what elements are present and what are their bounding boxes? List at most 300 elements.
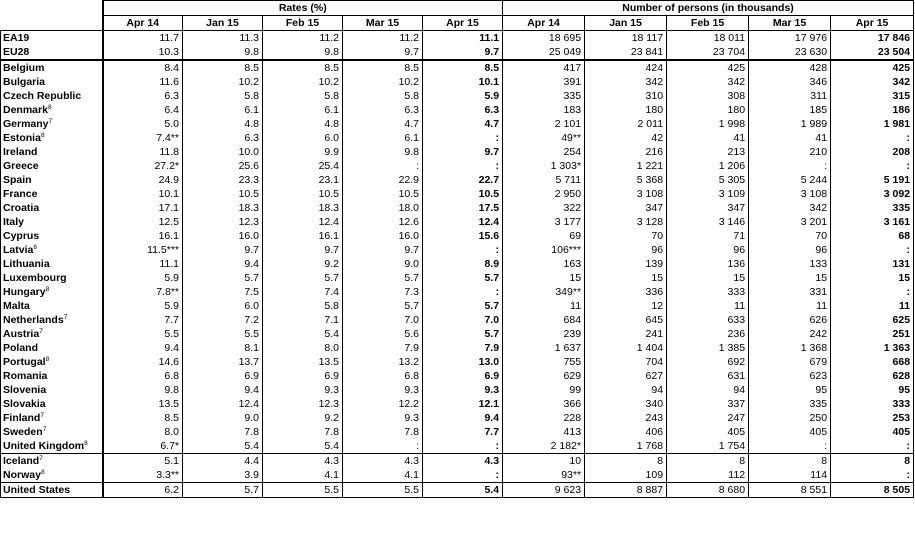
rate-col-header: Feb 15 <box>263 16 343 31</box>
rate-cell: 16.0 <box>343 229 423 243</box>
persons-cell: 8 551 <box>749 483 831 498</box>
persons-cell: : <box>831 159 914 173</box>
persons-cell: 1 363 <box>831 341 914 355</box>
persons-cell: 208 <box>831 145 914 159</box>
persons-cell: 425 <box>831 60 914 75</box>
row-label-text: Austria <box>3 328 40 340</box>
persons-cell: : <box>831 243 914 257</box>
persons-cell: 41 <box>667 131 749 145</box>
row-label <box>1 131 103 145</box>
persons-cell: 8 505 <box>831 483 914 498</box>
rate-cell: 6.3 <box>183 131 263 145</box>
row-label <box>1 454 103 469</box>
persons-cell: 250 <box>749 411 831 425</box>
rate-cell: 7.8 <box>343 425 423 439</box>
persons-cell: : <box>831 468 914 483</box>
persons-cell: 1 637 <box>503 341 585 355</box>
rate-cell: 7.7 <box>423 425 503 439</box>
footnote-marker: 6 <box>33 244 37 251</box>
table-row <box>1 313 914 327</box>
rate-cell: 22.7 <box>423 173 503 187</box>
table-row <box>1 215 914 229</box>
rate-cell: 18.3 <box>263 201 343 215</box>
persons-cell: : <box>831 439 914 454</box>
rate-cell: 6.8 <box>103 369 183 383</box>
persons-cell: 96 <box>749 243 831 257</box>
persons-cell: 136 <box>667 257 749 271</box>
rate-cell: 9.7 <box>343 243 423 257</box>
row-label-text: Italy <box>3 216 25 228</box>
row-label-text: Bulgaria <box>3 76 46 88</box>
row-label <box>1 271 103 285</box>
persons-cell: 5 368 <box>585 173 667 187</box>
persons-cell: 96 <box>585 243 667 257</box>
rate-cell: 6.1 <box>343 131 423 145</box>
persons-cell: 331 <box>749 285 831 299</box>
table-row <box>1 103 914 117</box>
row-label-text: Germany <box>3 118 49 130</box>
rate-cell: 6.9 <box>423 369 503 383</box>
persons-cell: 322 <box>503 201 585 215</box>
persons-cell: 112 <box>667 468 749 483</box>
row-label <box>1 383 103 397</box>
persons-cell: 69 <box>503 229 585 243</box>
persons-cell: 11 <box>831 299 914 313</box>
rate-cell: 7.9 <box>343 341 423 355</box>
rate-cell: 5.8 <box>343 89 423 103</box>
persons-cell: 15 <box>585 271 667 285</box>
persons-cell: : <box>831 285 914 299</box>
rate-cell: 16.1 <box>103 229 183 243</box>
persons-cell: 236 <box>667 327 749 341</box>
rate-cell: 12.3 <box>263 397 343 411</box>
row-label-text: Malta <box>3 300 30 312</box>
persons-cell: 241 <box>585 327 667 341</box>
rate-cell: 4.7 <box>343 117 423 131</box>
row-label-text: Croatia <box>3 202 40 214</box>
rate-cell: 10.0 <box>183 145 263 159</box>
rate-cell: 8.5 <box>343 60 423 75</box>
persons-cell: 3 109 <box>667 187 749 201</box>
table-row <box>1 425 914 439</box>
row-label-text: Latvia <box>3 244 34 256</box>
row-label <box>1 411 103 425</box>
persons-cell: 18 117 <box>585 31 667 46</box>
row-label <box>1 75 103 89</box>
row-label <box>1 425 103 439</box>
persons-cell: 3 177 <box>503 215 585 229</box>
rate-cell: 4.3 <box>343 454 423 469</box>
persons-cell: 95 <box>831 383 914 397</box>
persons-cell: 23 841 <box>585 45 667 60</box>
footnote-marker: 8 <box>40 469 45 476</box>
table-row <box>1 117 914 131</box>
rate-cell: 9.8 <box>343 145 423 159</box>
rate-cell: 9.3 <box>343 411 423 425</box>
rates-group-header: Rates (%) <box>103 1 503 16</box>
footnote-marker: 8 <box>45 356 50 363</box>
persons-cell: 1 998 <box>667 117 749 131</box>
rate-cell: 11.6 <box>103 75 183 89</box>
table-row <box>1 369 914 383</box>
persons-cell: 417 <box>503 60 585 75</box>
persons-col-header: Apr 14 <box>503 16 585 31</box>
rate-cell: 10.5 <box>423 187 503 201</box>
persons-cell: 391 <box>503 75 585 89</box>
rate-cell: 14.6 <box>103 355 183 369</box>
rate-cell: 7.8** <box>103 285 183 299</box>
row-label <box>1 31 103 46</box>
rate-cell: 5.7 <box>343 299 423 313</box>
row-label <box>1 201 103 215</box>
persons-cell: 131 <box>831 257 914 271</box>
rate-col-header: Apr 14 <box>103 16 183 31</box>
row-label-text: Cyprus <box>3 230 40 242</box>
rate-cell: 9.8 <box>103 383 183 397</box>
persons-cell: 1 206 <box>667 159 749 173</box>
persons-cell: 23 704 <box>667 45 749 60</box>
persons-cell: 1 981 <box>831 117 914 131</box>
row-label <box>1 285 103 299</box>
row-label-text: Finland <box>3 412 41 424</box>
persons-cell: 8 <box>667 454 749 469</box>
rate-cell: 7.2 <box>183 313 263 327</box>
persons-cell: 425 <box>667 60 749 75</box>
persons-cell: 333 <box>831 397 914 411</box>
table-row <box>1 159 914 173</box>
rate-cell: 10.2 <box>343 75 423 89</box>
persons-cell: 424 <box>585 60 667 75</box>
row-label <box>1 483 103 498</box>
persons-cell: 5 711 <box>503 173 585 187</box>
rate-cell: 7.9 <box>423 341 503 355</box>
rate-cell: 25.6 <box>183 159 263 173</box>
rate-cell: 12.1 <box>423 397 503 411</box>
rate-cell: 10.5 <box>183 187 263 201</box>
footnote-marker: 7 <box>39 328 43 335</box>
persons-cell: : <box>749 159 831 173</box>
row-label-text: Portugal <box>3 356 46 368</box>
persons-cell: 2 950 <box>503 187 585 201</box>
rate-cell: : <box>343 159 423 173</box>
rate-cell: 5.8 <box>183 89 263 103</box>
corner-cell-2 <box>1 16 103 31</box>
rate-cell: 5.7 <box>343 271 423 285</box>
footnote-marker: 7 <box>42 426 47 433</box>
persons-cell: 8 887 <box>585 483 667 498</box>
rate-cell: 5.0 <box>103 117 183 131</box>
persons-cell: 1 368 <box>749 341 831 355</box>
row-label <box>1 468 103 483</box>
rate-cell: 5.4 <box>263 327 343 341</box>
persons-cell: 668 <box>831 355 914 369</box>
persons-cell: 95 <box>749 383 831 397</box>
row-label <box>1 89 103 103</box>
persons-cell: 17 976 <box>749 31 831 46</box>
footnote-marker: 7 <box>63 314 68 321</box>
persons-cell: 406 <box>585 425 667 439</box>
table-row <box>1 45 914 60</box>
persons-cell: 12 <box>585 299 667 313</box>
rate-cell: 6.4 <box>103 103 183 117</box>
table-body <box>1 31 914 498</box>
persons-cell: 310 <box>585 89 667 103</box>
persons-cell: 185 <box>749 103 831 117</box>
persons-cell: 254 <box>503 145 585 159</box>
rate-cell: 27.2* <box>103 159 183 173</box>
rate-cell: 10.1 <box>103 187 183 201</box>
rate-cell: 12.4 <box>263 215 343 229</box>
rate-cell: 7.0 <box>343 313 423 327</box>
rate-cell: 18.3 <box>183 201 263 215</box>
rate-cell: 5.7 <box>423 299 503 313</box>
persons-cell: 2 011 <box>585 117 667 131</box>
footnote-marker: 8 <box>45 286 50 293</box>
row-label <box>1 103 103 117</box>
rate-cell: 8.5 <box>423 60 503 75</box>
table-row <box>1 411 914 425</box>
persons-cell: 15 <box>503 271 585 285</box>
rate-cell: 8.0 <box>103 425 183 439</box>
rate-cell: 6.0 <box>263 131 343 145</box>
rate-cell: 13.0 <box>423 355 503 369</box>
persons-cell: 755 <box>503 355 585 369</box>
persons-cell: 10 <box>503 454 585 469</box>
corner-cell <box>1 1 103 16</box>
persons-cell: 347 <box>585 201 667 215</box>
persons-cell: 315 <box>831 89 914 103</box>
persons-cell: 163 <box>503 257 585 271</box>
row-label-text: Estonia <box>3 132 41 144</box>
persons-cell: 627 <box>585 369 667 383</box>
row-label-text: Lithuania <box>3 258 50 270</box>
rate-cell: 11.1 <box>103 257 183 271</box>
table-row <box>1 327 914 341</box>
persons-cell: 17 846 <box>831 31 914 46</box>
table-row <box>1 355 914 369</box>
persons-cell: 15 <box>667 271 749 285</box>
rate-cell: 5.7 <box>183 483 263 498</box>
rate-cell: 8.5 <box>263 60 343 75</box>
rate-col-header: Jan 15 <box>183 16 263 31</box>
rate-cell: : <box>343 439 423 454</box>
persons-cell: 679 <box>749 355 831 369</box>
rate-cell: 4.4 <box>183 454 263 469</box>
persons-cell: 239 <box>503 327 585 341</box>
footnote-marker: 8 <box>47 104 52 111</box>
rate-cell: 7.1 <box>263 313 343 327</box>
rate-cell: 5.4 <box>263 439 343 454</box>
persons-cell: 629 <box>503 369 585 383</box>
rate-cell: 5.4 <box>183 439 263 454</box>
row-label <box>1 60 103 75</box>
rate-cell: 5.9 <box>423 89 503 103</box>
persons-cell: 3 201 <box>749 215 831 229</box>
rate-cell: 15.6 <box>423 229 503 243</box>
rate-cell: 10.3 <box>103 45 183 60</box>
rate-col-header: Mar 15 <box>343 16 423 31</box>
persons-col-header: Jan 15 <box>585 16 667 31</box>
rate-cell: 11.1 <box>423 31 503 46</box>
rate-cell: 5.6 <box>343 327 423 341</box>
rate-cell: 17.5 <box>423 201 503 215</box>
persons-cell: 243 <box>585 411 667 425</box>
rate-cell: 7.0 <box>423 313 503 327</box>
persons-cell: 1 989 <box>749 117 831 131</box>
rate-cell: 9.7 <box>263 243 343 257</box>
persons-cell: 70 <box>749 229 831 243</box>
table-row <box>1 397 914 411</box>
persons-cell: 342 <box>667 75 749 89</box>
rate-cell: 6.9 <box>263 369 343 383</box>
rate-cell: 7.7 <box>103 313 183 327</box>
rate-cell: 10.5 <box>343 187 423 201</box>
rate-cell: 9.2 <box>263 257 343 271</box>
row-label-text: Belgium <box>3 62 45 74</box>
table-row <box>1 483 914 498</box>
rate-cell: 9.7 <box>423 145 503 159</box>
rate-cell: 5.9 <box>103 299 183 313</box>
row-label <box>1 341 103 355</box>
row-label-text: EU28 <box>3 46 30 58</box>
rate-cell: 12.3 <box>183 215 263 229</box>
persons-cell: 3 108 <box>749 187 831 201</box>
persons-cell: 405 <box>749 425 831 439</box>
rate-cell: 11.5*** <box>103 243 183 257</box>
persons-cell: 2 101 <box>503 117 585 131</box>
rate-cell: 9.8 <box>183 45 263 60</box>
rate-cell: 23.1 <box>263 173 343 187</box>
rate-cell: 12.4 <box>183 397 263 411</box>
rate-cell: 7.4** <box>103 131 183 145</box>
rate-cell: 8.1 <box>183 341 263 355</box>
persons-cell: 109 <box>585 468 667 483</box>
row-label <box>1 187 103 201</box>
persons-cell: 25 049 <box>503 45 585 60</box>
rate-cell: 8.4 <box>103 60 183 75</box>
persons-cell: 94 <box>585 383 667 397</box>
rate-cell: : <box>423 285 503 299</box>
persons-cell: 15 <box>831 271 914 285</box>
persons-cell: 49** <box>503 131 585 145</box>
persons-cell: 342 <box>585 75 667 89</box>
persons-cell: 114 <box>749 468 831 483</box>
rate-cell: 16.0 <box>183 229 263 243</box>
persons-cell: 11 <box>667 299 749 313</box>
rate-cell: 24.9 <box>103 173 183 187</box>
persons-cell: 405 <box>667 425 749 439</box>
persons-cell: 308 <box>667 89 749 103</box>
persons-cell: 628 <box>831 369 914 383</box>
rate-cell: 3.9 <box>183 468 263 483</box>
row-label <box>1 45 103 60</box>
rate-cell: : <box>423 468 503 483</box>
row-label-text: Norway <box>3 469 41 481</box>
rate-cell: 5.1 <box>103 454 183 469</box>
row-label <box>1 159 103 173</box>
persons-cell: 428 <box>749 60 831 75</box>
persons-cell: 242 <box>749 327 831 341</box>
persons-cell: 8 680 <box>667 483 749 498</box>
persons-cell: 1 404 <box>585 341 667 355</box>
table-row <box>1 285 914 299</box>
persons-cell: 645 <box>585 313 667 327</box>
persons-cell: 133 <box>749 257 831 271</box>
rate-cell: 13.7 <box>183 355 263 369</box>
row-label <box>1 243 103 257</box>
table-row <box>1 299 914 313</box>
rate-cell: 18.0 <box>343 201 423 215</box>
persons-cell: 70 <box>585 229 667 243</box>
persons-cell: 335 <box>831 201 914 215</box>
persons-cell: 186 <box>831 103 914 117</box>
row-label <box>1 369 103 383</box>
persons-cell: 9 623 <box>503 483 585 498</box>
persons-cell: 15 <box>749 271 831 285</box>
row-label-text: Poland <box>3 342 39 354</box>
rate-cell: 6.3 <box>423 103 503 117</box>
persons-cell: 3 108 <box>585 187 667 201</box>
persons-cell: 342 <box>749 201 831 215</box>
rate-cell: 8.9 <box>423 257 503 271</box>
persons-cell: 631 <box>667 369 749 383</box>
row-label <box>1 397 103 411</box>
persons-cell: 366 <box>503 397 585 411</box>
rate-cell: : <box>423 439 503 454</box>
row-label-text: United States <box>3 484 71 496</box>
table-row <box>1 271 914 285</box>
table-row <box>1 257 914 271</box>
table-row <box>1 201 914 215</box>
rate-cell: 12.2 <box>343 397 423 411</box>
rate-cell: 12.5 <box>103 215 183 229</box>
persons-cell: 5 244 <box>749 173 831 187</box>
persons-cell: 96 <box>667 243 749 257</box>
persons-cell: 346 <box>749 75 831 89</box>
row-label <box>1 355 103 369</box>
persons-cell: : <box>831 131 914 145</box>
rate-cell: 4.8 <box>183 117 263 131</box>
table-row <box>1 243 914 257</box>
row-label-text: Greece <box>3 160 39 172</box>
rate-cell: 10.5 <box>263 187 343 201</box>
row-label <box>1 257 103 271</box>
row-label <box>1 313 103 327</box>
persons-cell: 692 <box>667 355 749 369</box>
persons-cell: 23 630 <box>749 45 831 60</box>
rate-cell: 23.3 <box>183 173 263 187</box>
persons-cell: 93** <box>503 468 585 483</box>
rate-cell: 6.0 <box>183 299 263 313</box>
rate-cell: 6.2 <box>103 483 183 498</box>
rate-cell: : <box>423 131 503 145</box>
rate-cell: 5.8 <box>263 89 343 103</box>
persons-cell: 633 <box>667 313 749 327</box>
row-label-text: Slovenia <box>3 384 47 396</box>
table-row <box>1 89 914 103</box>
rate-cell: 7.8 <box>263 425 343 439</box>
footnote-marker: 7 <box>40 412 44 419</box>
rate-cell: 9.4 <box>103 341 183 355</box>
persons-cell: 183 <box>503 103 585 117</box>
persons-cell: 336 <box>585 285 667 299</box>
persons-cell: 71 <box>667 229 749 243</box>
persons-cell: 1 768 <box>585 439 667 454</box>
persons-cell: 3 146 <box>667 215 749 229</box>
persons-cell: 180 <box>585 103 667 117</box>
rate-cell: 3.3** <box>103 468 183 483</box>
rate-cell: 5.5 <box>343 483 423 498</box>
